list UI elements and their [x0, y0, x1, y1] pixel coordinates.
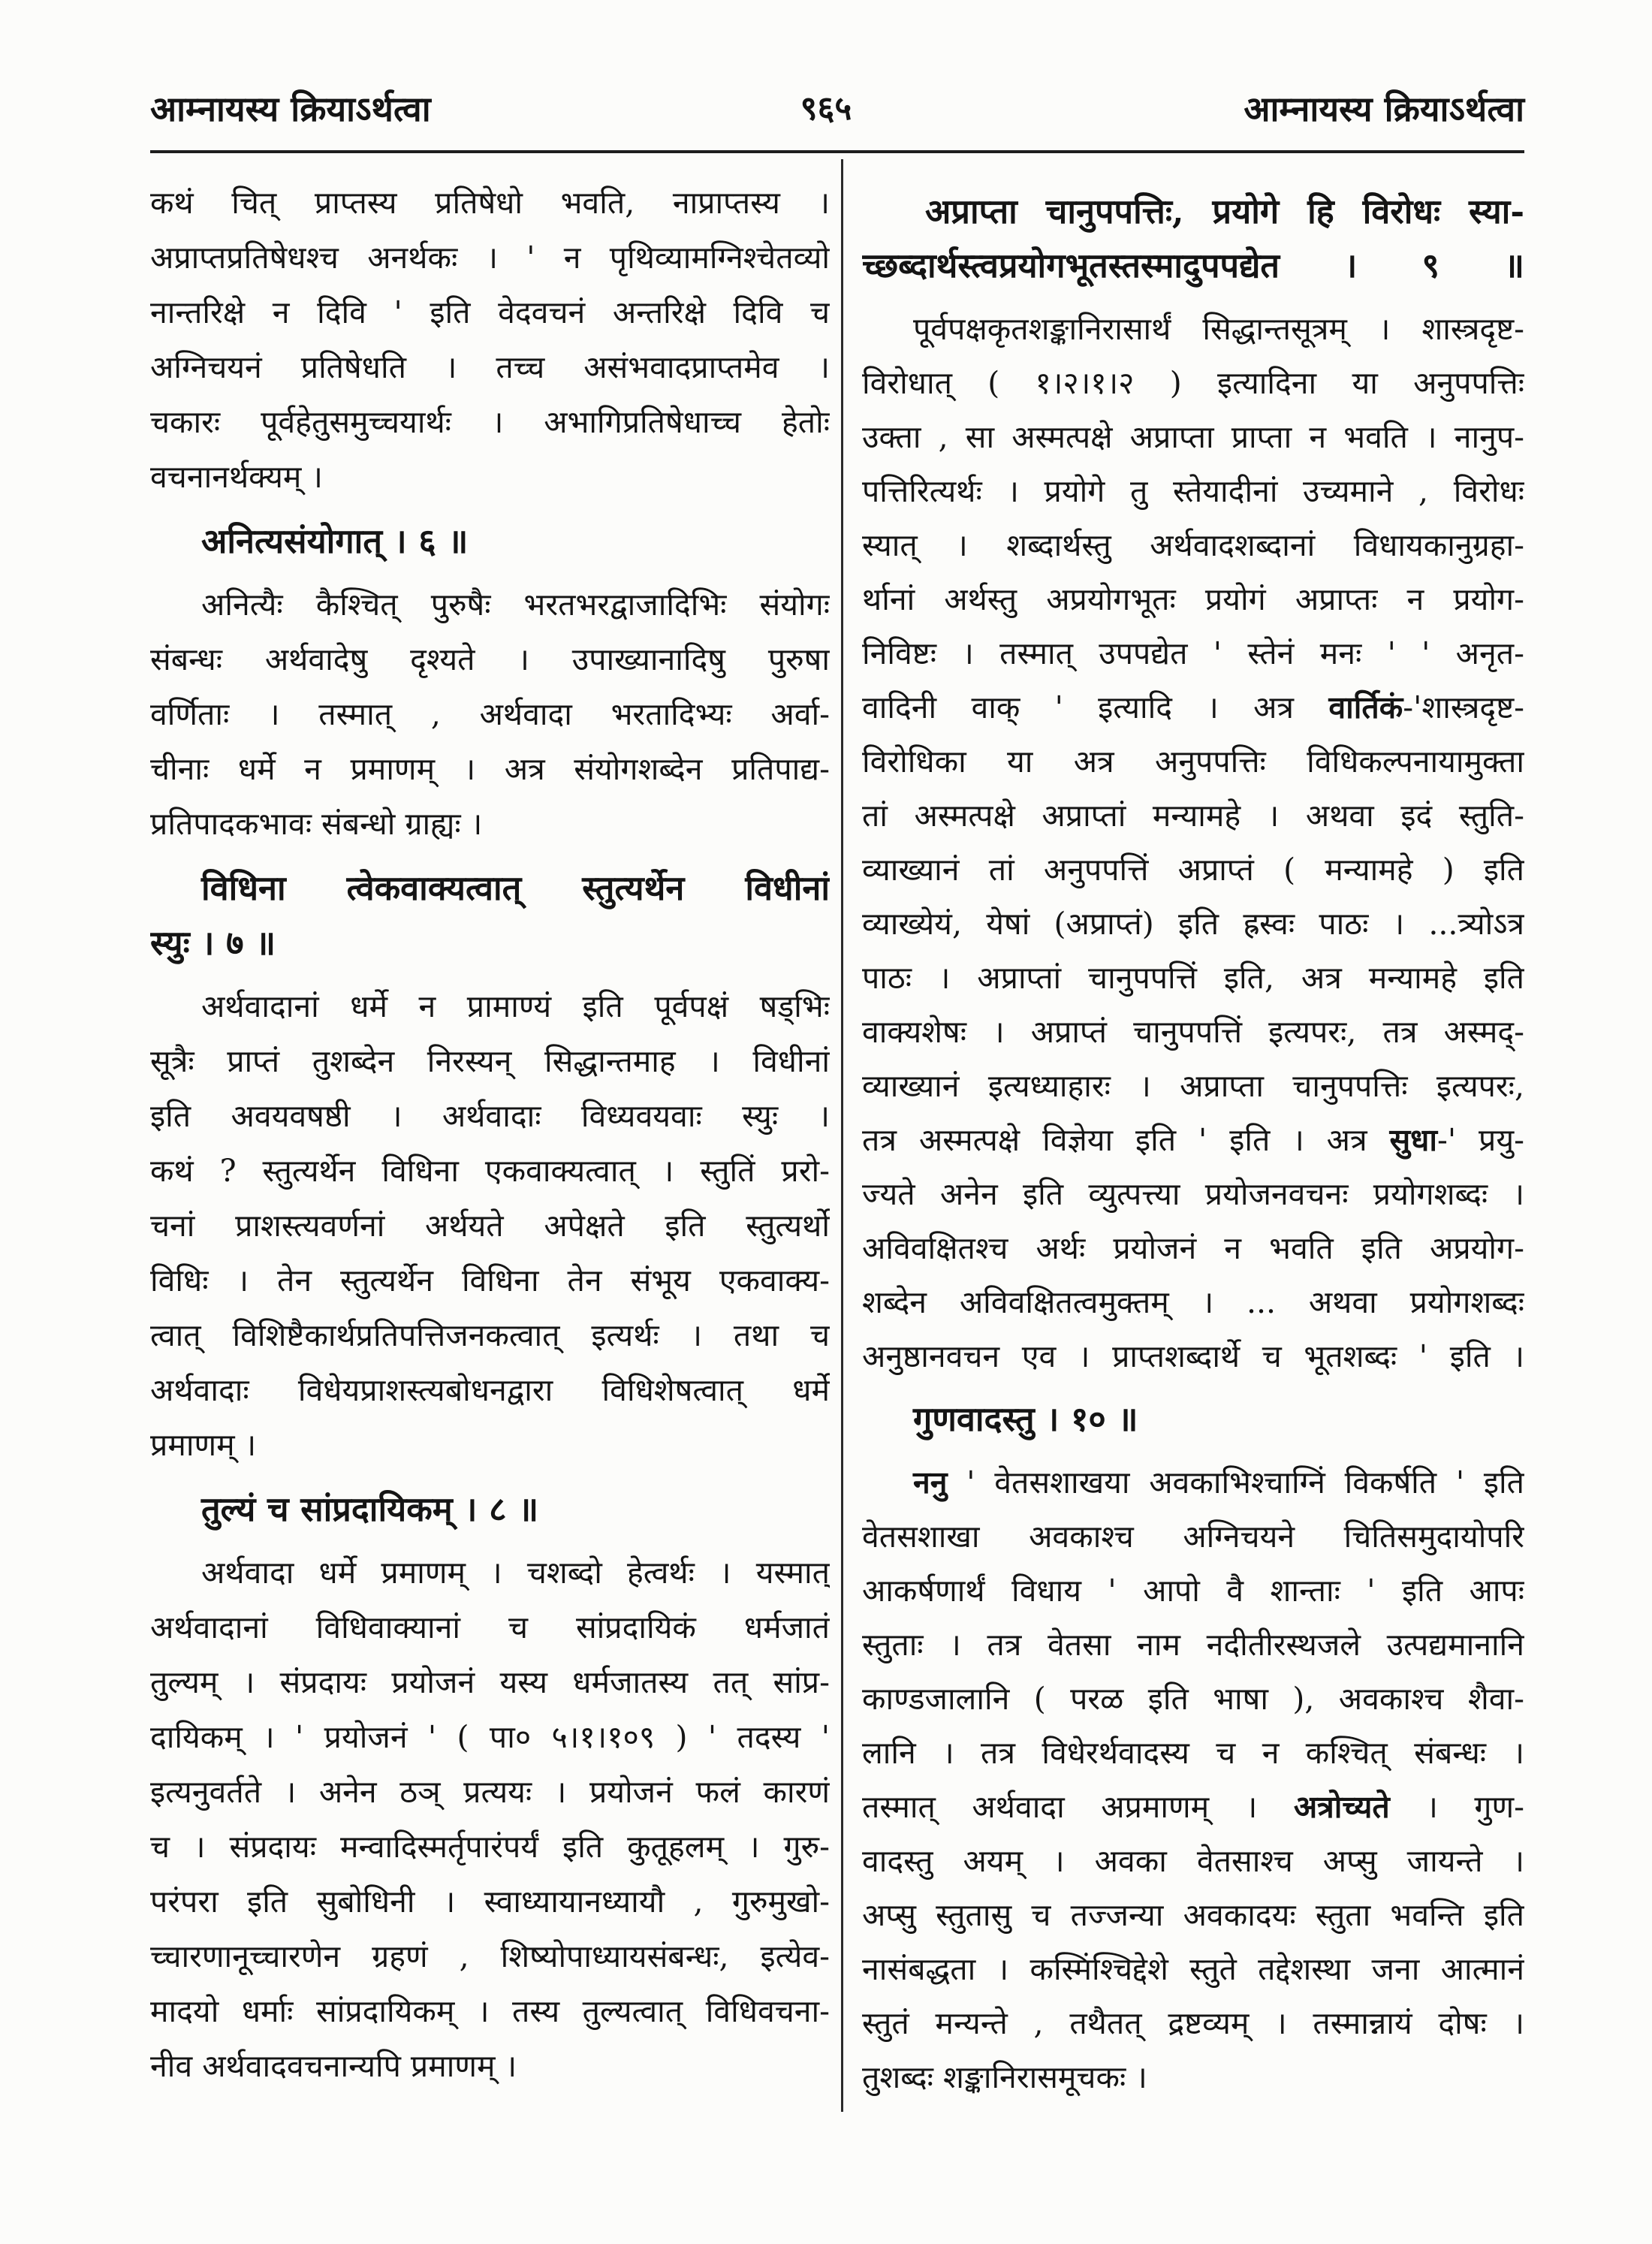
objection-marker: ननु [913, 1464, 948, 1501]
commentary-line: चीनाः धर्मे न प्रमाणम् । अत्र संयोगशब्देन प्रतिपाद्य- [150, 751, 830, 787]
commentary-line [862, 1780, 1524, 1834]
column-divider [841, 159, 843, 2112]
commentary-line: स्यात् । शब्दार्थस्तु अर्थवादशब्दानां विधायकानुग्रहा- [862, 527, 1524, 563]
commentary-line [862, 680, 1524, 734]
commentary-line: नान्तरिक्षे न दिवि ' इति वेदवचनं अन्तरिक्षे दिवि च [150, 294, 830, 330]
commentary-line: संबन्धः अर्थवादेषु दृश्यते । उपाख्यानादिषु पुरुषा [150, 641, 830, 677]
commentary-line: उक्ता , सा अस्मत्पक्षे अप्राप्ता प्राप्ता न भवति । नानुप- [862, 419, 1524, 455]
commentary-line: अर्थवादाः विधेयप्राशस्त्यबोधनद्वारा विधिशेषत्वात् धर्मे [150, 1372, 830, 1408]
commentary-line: मादयो धर्माः सांप्रदायिकम् । तस्य तुल्यत्वात् विधिवचना- [150, 1993, 830, 2029]
commentary-line: प्रमाणम् । [150, 1427, 257, 1463]
cited-work-vartika: वार्तिकं [1328, 689, 1403, 725]
commentary-line: पत्तिरित्यर्थः । प्रयोगे तु स्तेयादीनां उच्यमाने , विरोधः [862, 473, 1524, 509]
sutra-8-heading-block [150, 1482, 830, 1537]
line-text: ' वेतसशाखया अवकाभिश्चाग्निं विकर्षति ' इति [947, 1464, 1524, 1501]
commentary-line: कथं चित् प्राप्तस्य प्रतिषेधो भवति, नाप्राप्तस्य । [150, 185, 830, 221]
commentary-line: विरोधिका या अत्र अनुपपत्तिः विधिकल्पनायामुक्ता [862, 743, 1524, 780]
commentary-line: वाक्यशेषः । अप्राप्तं चानुपपत्तिं इत्यपरः, तत्र अस्मद्- [862, 1014, 1524, 1050]
commentary-line: कथं ? स्तुत्यर्थेन विधिना एकवाक्यत्वात् । स्तुतिं प्ररो- [150, 1153, 830, 1189]
reply-marker: अत्रोच्यते [1293, 1789, 1390, 1825]
commentary-line: व्याख्यानं तां अनुपपत्तिं अप्राप्तं ( मन्यामहे ) इति [862, 852, 1524, 888]
commentary-line: स्तुताः । तत्र वेतसा नाम नदीतीरस्थजले उत्पद्यमानानि [862, 1627, 1524, 1663]
commentary-line: चकारः पूर्वहेतुसमुच्चयार्थः । अभागिप्रतिषेधाच्च हेतोः [150, 404, 830, 440]
commentary-line: नीव अर्थवादवचनान्यपि प्रमाणम् । [150, 2048, 517, 2084]
commentary-line [862, 1113, 1524, 1167]
commentary-line: परंपरा इति सुबोधिनी । स्वाध्यायानध्यायौ , गुरुमुखो- [150, 1884, 830, 1920]
commentary-line: पाठः । अप्राप्तां चानुपपत्तिं इति, अत्र मन्यामहे इति [862, 960, 1524, 996]
sutra-heading: अनित्यसंयोगात् । ६ ॥ [201, 521, 469, 561]
commentary-line: इत्यनुवर्तते । अनेन ठञ् प्रत्ययः । प्रयोजनं फलं कारणं [150, 1774, 830, 1810]
sutra-10-heading-block [862, 1392, 1524, 1446]
left-column [150, 176, 830, 2094]
commentary-line: अर्थवादानां विधिवाक्यानां च सांप्रदायिकं धर्मजातं [150, 1609, 830, 1645]
page-number: ९६५ [800, 89, 852, 128]
commentary-line: त्वात् विशिष्टैकार्थप्रतिपत्तिजनकत्वात् इत्यर्थः । तथा च [150, 1317, 830, 1353]
line-text: तस्मात् अर्थवादा अप्रमाणम् । [862, 1789, 1294, 1825]
commentary-line: अनित्यैः कैश्चित् पुरुषैः भरतभरद्वाजादिभिः संयोगः [201, 587, 830, 623]
header-rule [150, 150, 1524, 153]
commentary-line: व्याख्येयं, येषां (अप्राप्तं) इति ह्रस्वः पाठः । ...त्र्योऽत्र [862, 906, 1524, 942]
commentary-line: इति अवयवषष्ठी । अर्थवादाः विध्यवयवाः स्युः । [150, 1098, 830, 1134]
line-text: -'शास्त्रदृष्ट- [1403, 689, 1524, 725]
continued-commentary [150, 176, 830, 505]
sutra-heading: स्युः । ७ ॥ [150, 923, 276, 963]
line-text: वादिनी वाक् ' इत्यादि । अत्र [862, 689, 1329, 725]
sutra-9-heading-block [862, 185, 1524, 293]
sutra-8-commentary [150, 1546, 830, 2094]
commentary-line: तां अस्मत्पक्षे अप्राप्तां मन्यामहे । अथवा इदं स्तुति- [862, 798, 1524, 834]
sutra-heading: विधिना त्वेकवाक्यत्वात् स्तुत्यर्थेन विधीनां [201, 868, 830, 908]
commentary-line: नासंबद्धता । कस्मिंश्चिद्देशे स्तुते तद्देशस्था जना आत्मानं [862, 1951, 1524, 1987]
sutra-7-commentary [150, 979, 830, 1473]
running-head-right: आम्नायस्य क्रियाऽर्थत्वा [1244, 89, 1524, 129]
commentary-line: अप्राप्तप्रतिषेधश्च अनर्थकः । ' न पृथिव्यामग्निश्चेतव्यो [150, 240, 830, 276]
commentary-line: च्चारणानूच्चारणेन ग्रहणं , शिष्योपाध्यायसंबन्धः, इत्येव- [150, 1938, 830, 1974]
commentary-line: आकर्षणार्थं विधाय ' आपो वै शान्ताः ' इति आपः [862, 1573, 1524, 1609]
commentary-line: शब्देन अविवक्षितत्वमुक्तम् । ... अथवा प्रयोगशब्दः [862, 1284, 1524, 1320]
sutra-9-commentary [862, 302, 1524, 1383]
line-text: । गुण- [1389, 1789, 1524, 1825]
commentary-line: व्याख्यानं इत्यध्याहारः । अप्राप्ता चानुपपत्तिः इत्यपरः, [862, 1068, 1524, 1104]
commentary-line: तुशब्दः शङ्कानिरासमूचकः । [862, 2059, 1147, 2095]
sutra-heading: अप्राप्ता चानुपपत्तिः, प्रयोगे हि विरोधः स्या- [925, 192, 1524, 231]
sutra-heading: तुल्यं च सांप्रदायिकम् । ८ ॥ [201, 1489, 539, 1529]
commentary-line: स्तुतं मन्यन्ते , तथैतत् द्रष्टव्यम् । तस्मान्नायं दोषः । [862, 2005, 1524, 2041]
commentary-line: वादस्तु अयम् । अवका वेतसाश्च अप्सु जायन्ते । [862, 1843, 1524, 1879]
commentary-line: वचनानर्थक्यम् । [150, 459, 323, 495]
commentary-line: पूर्वपक्षकृतशङ्कानिरासार्थं सिद्धान्तसूत्रम् । शास्त्रदृष्ट- [913, 311, 1524, 347]
sutra-6-heading-block [150, 514, 830, 569]
sutra-7-heading-block [150, 861, 830, 970]
commentary-line: लानि । तत्र विधेरर्थवादस्य च न कश्चित् संबन्धः । [862, 1735, 1524, 1771]
commentary-line: चनां प्राशस्त्यवर्णनां अर्थयते अपेक्षते इति स्तुत्यर्थो [150, 1208, 830, 1244]
line-text: तत्र अस्मत्पक्षे विज्ञेया इति ' इति । अत्र [862, 1122, 1390, 1158]
sutra-6-commentary [150, 578, 830, 852]
sutra-heading: गुणवादस्तु । १० ॥ [913, 1399, 1138, 1439]
sutra-heading: च्छब्दार्थस्त्वप्रयोगभूतस्तस्मादुपपद्येत । ९ ॥ [862, 246, 1524, 285]
sutra-10-commentary [862, 1455, 1524, 2104]
commentary-line: वेतसशाखा अवकाश्च अग्निचयने चितिसमुदायोपरि [862, 1519, 1524, 1555]
commentary-line: ज्यते अनेन इति व्युत्पत्त्या प्रयोजनवचनः प्रयोगशब्दः । [862, 1176, 1524, 1212]
commentary-line: दायिकम् । ' प्रयोजनं ' ( पा० ५।१।१०९ ) ' तदस्य ' [150, 1719, 830, 1755]
running-head-left: आम्नायस्य क्रियाऽर्थत्वा [150, 89, 431, 129]
commentary-line: च । संप्रदायः मन्वादिस्मर्तृपारंपर्यं इति कुतूहलम् । गुरु- [150, 1829, 830, 1865]
commentary-line: अर्थवादानां धर्मे न प्रामाण्यं इति पूर्वपक्षं षड्भिः [201, 988, 830, 1024]
commentary-line: वर्णिताः । तस्मात् , अर्थवादा भरतादिभ्यः अर्वा- [150, 696, 830, 732]
commentary-line: प्रतिपादकभावः संबन्धो ग्राह्यः । [150, 806, 483, 842]
commentary-line: अनुष्ठानवचन एव । प्राप्तशब्दार्थे च भूतशब्दः ' इति । [862, 1338, 1524, 1374]
commentary-line: काण्डजालानि ( परळ इति भाषा ), अवकाश्च शैवा- [862, 1681, 1524, 1717]
running-header [150, 78, 1524, 140]
commentary-line: निविष्टः । तस्मात् उपपद्येत ' स्तेनं मनः ' ' अनृत- [862, 635, 1524, 671]
right-column [862, 176, 1524, 2104]
commentary-line: विरोधात् ( १।२।१।२ ) इत्यादिना या अनुपपत्तिः [862, 365, 1524, 401]
commentary-line: तुल्यम् । संप्रदायः प्रयोजनं यस्य धर्मजातस्य तत् सांप्र- [150, 1664, 830, 1700]
commentary-line: अप्सु स्तुतासु च तज्जन्या अवकादयः स्तुता भवन्ति इति [862, 1897, 1524, 1933]
commentary-line: अविवक्षितश्च अर्थः प्रयोजनं न भवति इति अप्रयोग- [862, 1230, 1524, 1266]
commentary-line: विधिः । तेन स्तुत्यर्थेन विधिना तेन संभूय एकवाक्य- [150, 1262, 830, 1298]
commentary-line: अग्निचयनं प्रतिषेधति । तच्च असंभवादप्राप्तमेव । [150, 349, 830, 385]
cited-work-sudha: सुधा [1389, 1122, 1438, 1158]
line-text: -' प्रयु- [1437, 1122, 1524, 1158]
commentary-line: अर्थवादा धर्मे प्रमाणम् । चशब्दो हेत्वर्थः । यस्मात् [201, 1555, 830, 1591]
commentary-line: र्थानां अर्थस्तु अप्रयोगभूतः प्रयोगं अप्राप्तः न प्रयोग- [862, 581, 1524, 617]
commentary-line [862, 1455, 1524, 1510]
commentary-line: सूत्रैः प्राप्तं तुशब्देन निरस्यन् सिद्धान्तमाह । विधीनां [150, 1043, 830, 1079]
